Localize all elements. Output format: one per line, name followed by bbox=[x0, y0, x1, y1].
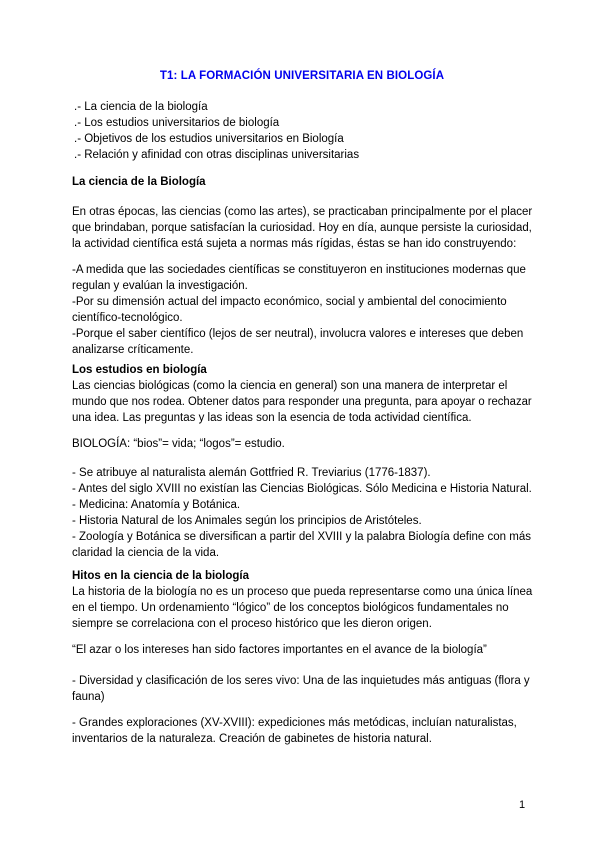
text-line: La historia de la biología no es un proceso que pueda representarse como una única línea bbox=[72, 586, 533, 598]
paragraph bbox=[72, 436, 532, 452]
paragraph bbox=[72, 204, 532, 252]
text-line: en el tiempo. Un ordenamiento “lógico” de los conceptos biológicos fundamentales no bbox=[72, 602, 509, 614]
text-line: - Historia Natural de los Animales según los principios de Aristóteles. bbox=[72, 515, 422, 527]
text-line: “El azar o los intereses han sido factores importantes en el avance de la biología” bbox=[72, 644, 487, 656]
paragraph bbox=[72, 465, 532, 561]
toc-item: .- Objetivos de los estudios universitarios en Biología bbox=[74, 133, 344, 145]
paragraph bbox=[72, 584, 532, 632]
quote bbox=[72, 642, 532, 658]
text-line: - Grandes exploraciones (XV-XVIII): expediciones más metódicas, incluían naturalistas, bbox=[72, 717, 517, 729]
paragraph bbox=[72, 715, 532, 747]
toc-item: .- Los estudios universitarios de biología bbox=[74, 117, 280, 129]
text-line: mundo que nos rodea. Obtener datos para responder una pregunta, para apoyar o rechazar bbox=[72, 396, 532, 408]
text-line: claridad la ciencia de la vida. bbox=[72, 547, 220, 559]
page-number: 1 bbox=[519, 799, 526, 811]
text-line: inventarios de la naturaleza. Creación de gabinetes de historia natural. bbox=[72, 733, 432, 745]
text-line: una idea. Las preguntas y las ideas son la esencia de toda actividad científica. bbox=[72, 412, 472, 424]
text-line: - Se atribuye al naturalista alemán Gottfried R. Treviarius (1776-1837). bbox=[72, 467, 431, 479]
text-line: la actividad científica está sujeta a normas más rígidas, éstas se han ido construyendo: bbox=[72, 238, 517, 250]
text-line: analizarse críticamente. bbox=[72, 344, 194, 356]
table-of-contents bbox=[74, 99, 359, 163]
text-line: -A medida que las sociedades científicas se constituyeron en instituciones modernas que bbox=[72, 264, 526, 276]
section-heading: Hitos en la ciencia de la biología bbox=[72, 570, 250, 582]
text-line: En otras épocas, las ciencias (como las artes), se practicaban principalmente por el placer bbox=[72, 206, 533, 218]
text-line: que brindaban, porque satisfacían la curiosidad. Hoy en día, aunque persiste la curiosidad, bbox=[72, 222, 532, 234]
section-heading: Los estudios en biología bbox=[72, 364, 207, 376]
text-line: - Zoología y Botánica se diversifican a partir del XVIII y la palabra Biología define con más bbox=[72, 531, 531, 543]
text-line: - Diversidad y clasificación de los seres vivo: Una de las inquietudes más antiguas (flora y bbox=[72, 675, 530, 687]
paragraph bbox=[72, 673, 532, 705]
paragraph bbox=[72, 378, 532, 426]
text-line: -Por su dimensión actual del impacto económico, social y ambiental del conocimiento bbox=[72, 296, 507, 308]
text-line: fauna) bbox=[72, 691, 105, 703]
text-line: regulan y evalúan la investigación. bbox=[72, 280, 248, 292]
text-line: siempre se correlaciona con el proceso histórico que les dieron origen. bbox=[72, 618, 432, 630]
toc-item: .- La ciencia de la biología bbox=[74, 101, 208, 113]
text-line: - Medicina: Anatomía y Botánica. bbox=[72, 499, 241, 511]
text-line: Las ciencias biológicas (como la ciencia en general) son una manera de interpretar el bbox=[72, 380, 508, 392]
text-line: BIOLOGÍA: “bios”= vida; “logos”= estudio. bbox=[72, 438, 285, 450]
section-heading: La ciencia de la Biología bbox=[72, 176, 206, 188]
text-line: científico-tecnológico. bbox=[72, 312, 183, 324]
page-title: T1: LA FORMACIÓN UNIVERSITARIA EN BIOLOGÍA bbox=[159, 70, 445, 82]
text-line: - Antes del siglo XVIII no existían las Ciencias Biológicas. Sólo Medicina e Historia Natural. bbox=[72, 483, 532, 495]
paragraph bbox=[72, 262, 532, 358]
text-line: -Porque el saber científico (lejos de ser neutral), involucra valores e intereses que deben bbox=[72, 328, 524, 340]
toc-item: .- Relación y afinidad con otras disciplinas universitarias bbox=[74, 149, 360, 161]
